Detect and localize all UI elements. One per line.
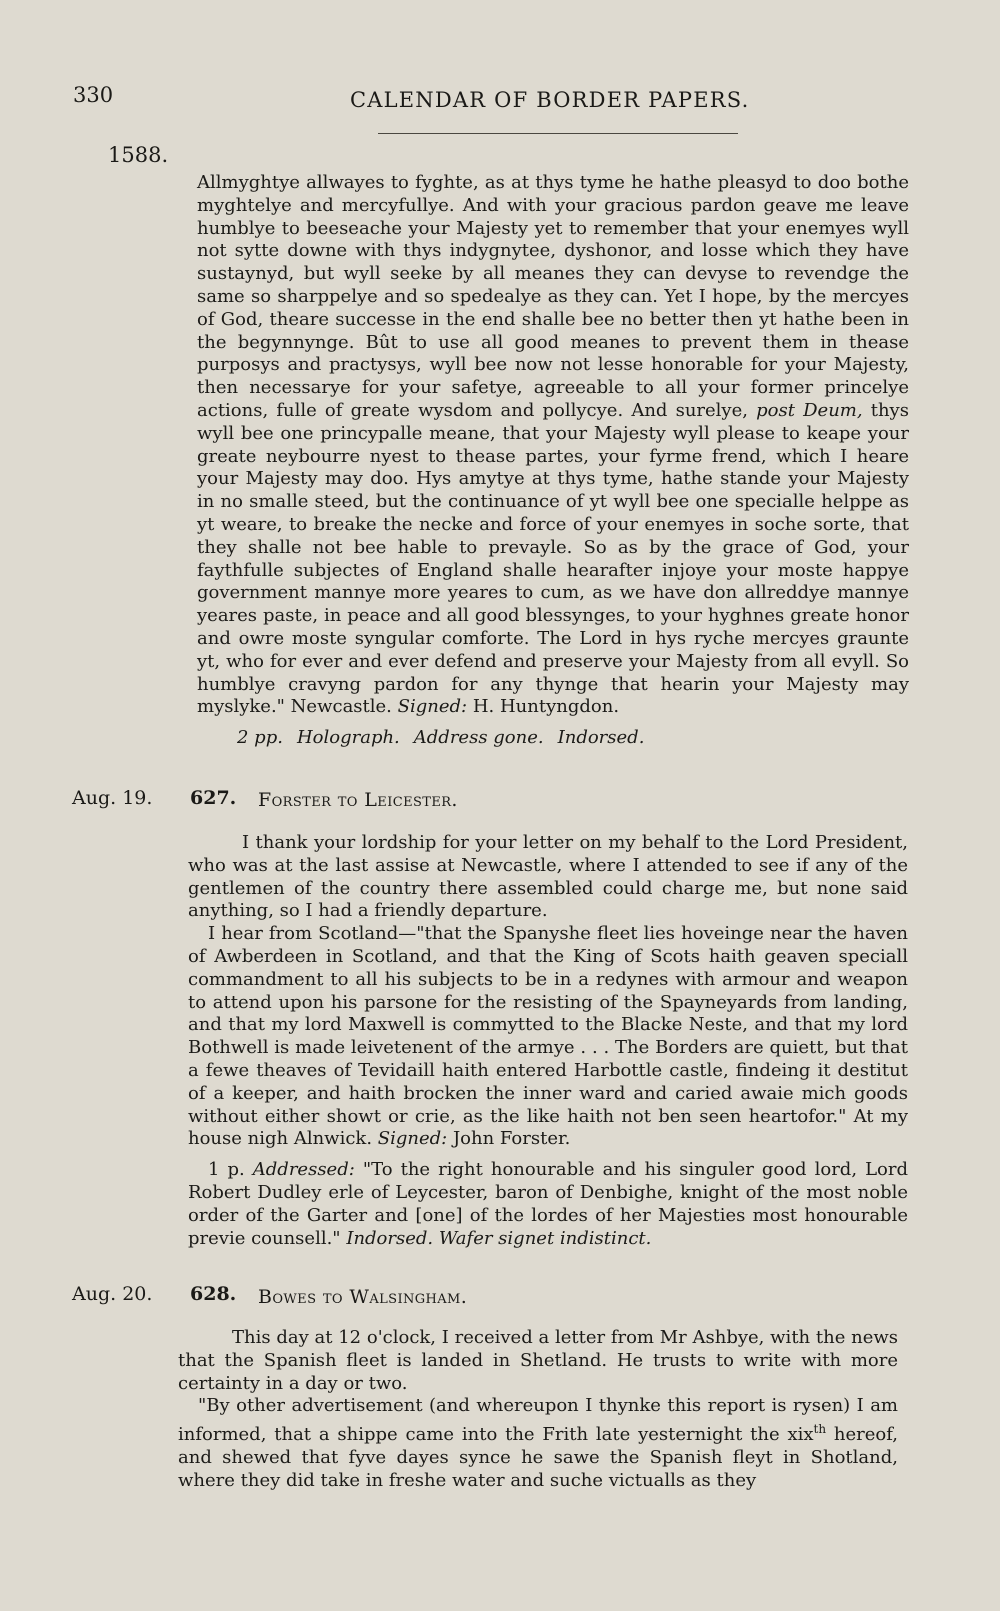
- continued-letter: [197, 172, 909, 750]
- signature: John Forster.: [452, 1128, 571, 1150]
- entry-title: Bowes to Walsingham.: [258, 1286, 468, 1308]
- signature: H. Huntyngdon.: [472, 696, 620, 718]
- note-address: Address gone.: [413, 727, 544, 749]
- running-title: CALENDAR OF BORDER PAPERS.: [350, 88, 750, 112]
- header-rule: [378, 133, 738, 134]
- paragraph: [188, 923, 908, 1151]
- paragraph: I thank your lordship for your letter on my behalf to the Lord President, who was at the last assise at Newcastle, where I attended to see if any of the gentlemen of the country there assembled could charge me, but none said anything, so I had a friendly departure.: [188, 832, 908, 922]
- note-address-text: "To the right honourable and his singuler good lord, Lord Robert Dudley erle of Leycester, baron of Denbighe, knight of the most noble order of the Garter and [one] of the lordes of her Majesties most honourable previe counsell.": [188, 1159, 908, 1249]
- signed-label: Signed:: [397, 696, 468, 718]
- entry-number: 627.: [190, 787, 237, 809]
- paragraph-text: "By other advertisement (and whereupon I thynke this report is rysen) I am informed, that a shippe came into the Frith late yesternight the xix: [178, 1395, 898, 1446]
- entry-date: Aug. 19.: [72, 787, 153, 809]
- entry-628-body: [178, 1327, 898, 1493]
- note-pages: 1 p.: [208, 1159, 245, 1181]
- paragraph: This day at 12 o'clock, I received a letter from Mr Ashbye, with the news that the Spanish fleet is landed in Shetland. He trusts to write with more certainty in a day or two.: [178, 1327, 898, 1394]
- continued-letter-text: [197, 172, 909, 719]
- entry-title: Forster to Leicester.: [258, 789, 458, 811]
- entry-number: 628.: [190, 1283, 237, 1305]
- archival-note: [188, 1159, 908, 1250]
- letter-text-part2: thys wyll bee one princypalle meane, that your Majesty wyll please to keape your greate neybourre nyest to thease partes, your fyrme frend, which I heare your Majesty may doo. Hys amytye at thys tyme, hathe stande your Majesty in no smalle steed, but the continuance of yt wyll bee one specialle helppe as yt weare, to breake the necke and force of your enemyes in soche sorte, that they shalle not bee hable to prevayle. So as by the grace of God, your faythfulle subjectes of England shalle hearafter injoye your moste happye government mannye more yeares to cum, as we have don allreddye mannye yeares paste, in peace and all good blessynges, to your hyghnes greate honor and owre moste syngular comforte. The Lord in hys ryche mercyes graunte yt, who for ever and ever defend and preserve your Majesty from all evyll. So humblye cravyng pardon for any thynge that hearin your Majesty may myslyke." Newcastle.: [197, 399, 909, 718]
- note-pages: 2 pp.: [237, 727, 283, 749]
- entry-date: Aug. 20.: [72, 1283, 153, 1305]
- margin-year: 1588.: [108, 143, 169, 167]
- note-indorsed: Indorsed.: [557, 727, 645, 749]
- paragraph-text: hereof, and shewed that fyve dayes synce he sawe the Spanish fleyt in Shotland, where they did take in freshe water and suche victualls as they: [178, 1424, 898, 1491]
- archival-note: [197, 727, 909, 750]
- signed-label: Signed:: [377, 1128, 448, 1150]
- page-number: 330: [73, 83, 114, 107]
- note-addressed-label: Addressed:: [252, 1159, 355, 1181]
- post-deum-phrase: post Deum,: [756, 399, 863, 421]
- entry-627-body: [188, 832, 908, 1250]
- note-holograph: Holograph.: [296, 727, 400, 749]
- letter-text-part1: Allmyghtye allwayes to fyghte, as at thys tyme he hathe pleasyd to doo bothe myghtelye and mercyfullye. And with your gracious pardon geave me leave humblye to beeseache your Majesty yet to remember that your enemyes wyll not sytte downe with thys indygnytee, dyshonor, and losse which they have sustaynyd, but wyll seeke by all meanes they can devyse to revendge the same so sharppelye and so spedealye as they can. Yet I hope, by the mercyes of God, theare successe in the end shalle bee no better then yt hathe been in the begynnynge. Bût to use all good meanes to prevent them in thease purposys and practysys, wyll bee now not lesse honorable for your Majesty, then necessarye for your safetye, agreeable to all your former princelye actions, fulle of greate wysdom and pollycye. And surelye,: [197, 172, 909, 421]
- paragraph-text: I hear from Scotland—"that the Spanyshe fleet lies hoveinge near the haven of Awberdeen in Scotland, and that the King of Scots haith geaven speciall commandment to all his subjects to be in a redynes with armour and weapon to attend upon his parsone for the resisting of the Spayneyards from landing, and that my lord Maxwell is commytted to the Blacke Neste, and that my lord Bothwell is made leivetenent of the armye . . . The Borders are quiett, but that a fewe theaves of Tevidaill haith entered Harbottle castle, findeing it destitut of a keeper, and haith brocken the inner ward and caried awaie mich goods without either showt or crie, as the like haith not ben seen heartofor." At my house nigh Alnwick.: [188, 923, 908, 1150]
- superscript: th: [813, 1422, 827, 1437]
- note-wafer: Wafer signet indistinct.: [438, 1227, 652, 1249]
- paragraph: [178, 1395, 898, 1492]
- note-indorsed: Indorsed.: [346, 1227, 434, 1249]
